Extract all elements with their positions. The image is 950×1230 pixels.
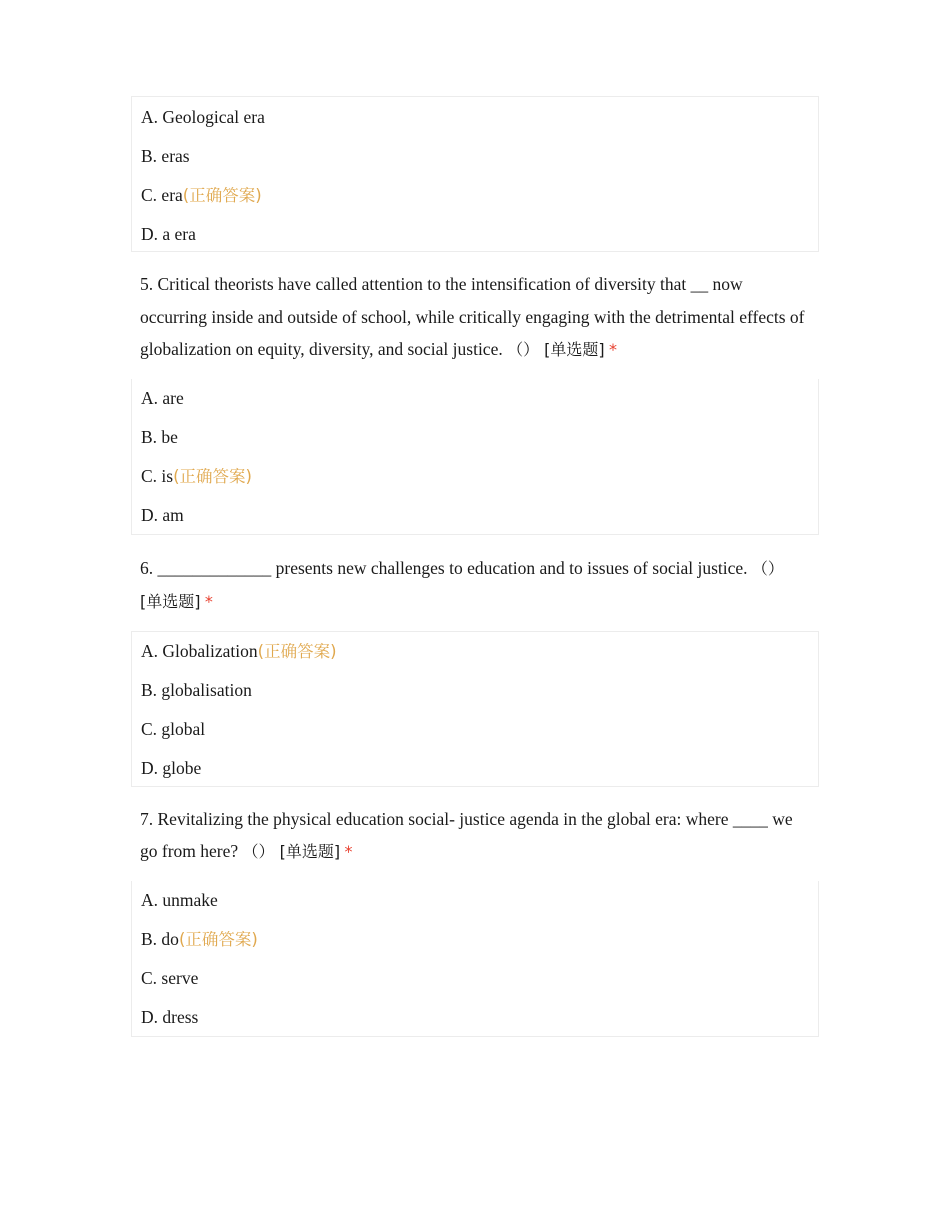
q5-option-b[interactable]: B. be — [141, 426, 178, 447]
q4-option-c[interactable]: C. era(正确答案) — [141, 185, 262, 205]
q6-options — [131, 631, 819, 787]
q5-required-mark: * — [609, 340, 618, 359]
q7-text: 7. Revitalizing the physical education social- justice agenda in the global era: where ____ we go from here? — [140, 808, 793, 861]
correct-answer-label: (正确答案) — [182, 186, 262, 205]
q5-option-a[interactable]: A. are — [141, 387, 184, 408]
q5-type-label: （） [单选题] — [507, 340, 605, 359]
q7-required-mark: * — [344, 842, 353, 861]
q6-option-a[interactable]: A. Globalization(正确答案) — [141, 640, 337, 661]
q7-option-d[interactable]: D. dress — [141, 1006, 199, 1027]
q7-option-c[interactable]: C. serve — [141, 967, 199, 988]
correct-answer-label: (正确答案) — [173, 466, 252, 486]
q5-option-c[interactable]: C. is(正确答案) — [141, 465, 252, 486]
q4-option-a[interactable]: A. Geological era — [141, 107, 265, 127]
q4-options — [131, 96, 819, 252]
q6-type-label: （） [单选题] — [140, 558, 784, 611]
q6-option-b[interactable]: B. globalisation — [141, 679, 252, 700]
q5-option-d[interactable]: D. am — [141, 504, 184, 525]
q5-question — [131, 268, 819, 367]
q5-options — [131, 379, 819, 535]
q6-question — [131, 552, 819, 619]
q7-question — [131, 803, 819, 869]
correct-answer-label: (正确答案) — [178, 929, 258, 949]
q7-type-label: （） [单选题] — [242, 842, 341, 861]
q7-options — [131, 881, 819, 1037]
survey-page — [131, 96, 819, 1037]
q6-text: 6. _____________ presents new challenges to education and to issues of social justice. — [140, 557, 748, 578]
q4-option-b[interactable]: B. eras — [141, 146, 190, 166]
q4-option-d[interactable]: D. a era — [141, 224, 196, 244]
q6-required-mark: * — [204, 592, 213, 611]
q6-option-d[interactable]: D. globe — [141, 757, 202, 778]
q7-option-a[interactable]: A. unmake — [141, 889, 218, 910]
q7-option-b[interactable]: B. do(正确答案) — [141, 928, 258, 949]
q6-option-c[interactable]: C. global — [141, 718, 206, 739]
q5-text: 5. Critical theorists have called attention to the intensification of diversity that __ now occurring inside and outside of school, while critically engaging with the detrimental effects of globalization on equity, diversity, and social justice. — [140, 274, 805, 359]
correct-answer-label: (正确答案) — [257, 641, 337, 661]
